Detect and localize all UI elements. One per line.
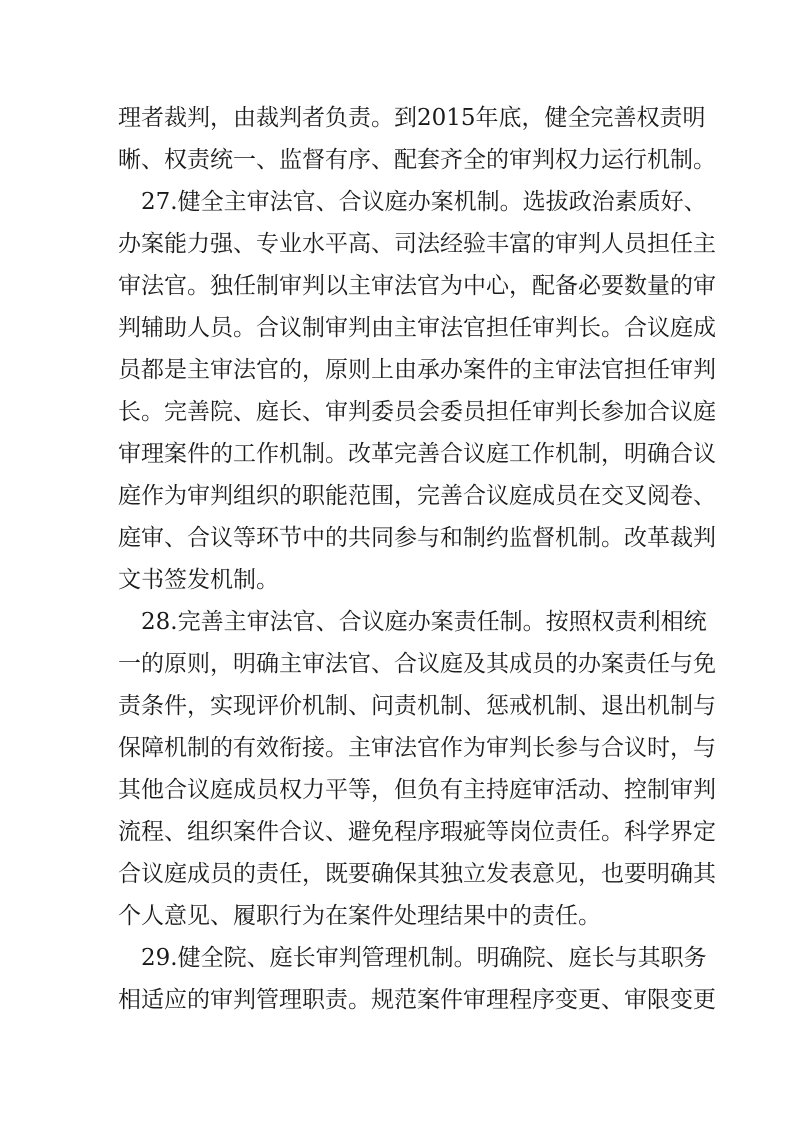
text-line: 审法官。独任制审判以主审法官为中心，配备必要数量的审 (118, 273, 716, 299)
text-line: 一的原则，明确主审法官、合议庭及其成员的办案责任与免 (118, 651, 716, 677)
text-line: 合议庭成员的责任，既要确保其独立发表意见，也要明确其 (118, 861, 716, 887)
text-line: 晰、权责统一、监督有序、配套齐全的审判权力运行机制。 (118, 147, 716, 173)
text-line: 其他合议庭成员权力平等，但负有主持庭审活动、控制审判 (118, 777, 716, 803)
text-line: 相适应的审判管理职责。规范案件审理程序变更、审限变更 (118, 987, 716, 1013)
text-line: 判辅助人员。合议制审判由主审法官担任审判长。合议庭成 (118, 315, 716, 341)
text-line: 办案能力强、专业水平高、司法经验丰富的审判人员担任主 (118, 231, 716, 257)
paragraph-heading-29: 29.健全院、庭长审判管理机制。明确院、庭长与其职务 (141, 945, 707, 971)
text-line: 个人意见、履职行为在案件处理结果中的责任。 (118, 903, 601, 929)
text-line: 庭作为审判组织的职能范围，完善合议庭成员在交叉阅卷、 (118, 483, 716, 509)
text-line: 责条件，实现评价机制、问责机制、惩戒机制、退出机制与 (118, 693, 716, 719)
text-line: 长。完善院、庭长、审判委员会委员担任审判长参加合议庭 (118, 399, 716, 425)
paragraph-heading-27: 27.健全主审法官、合议庭办案机制。选拔政治素质好、 (141, 189, 707, 215)
text-line: 流程、组织案件合议、避免程序瑕疵等岗位责任。科学界定 (118, 819, 716, 845)
text-line: 员都是主审法官的，原则上由承办案件的主审法官担任审判 (118, 357, 716, 383)
text-line: 审理案件的工作机制。改革完善合议庭工作机制，明确合议 (118, 441, 716, 467)
paragraph-heading-28: 28.完善主审法官、合议庭办案责任制。按照权责利相统 (141, 609, 707, 635)
text-line: 保障机制的有效衔接。主审法官作为审判长参与合议时，与 (118, 735, 716, 761)
text-line: 庭审、合议等环节中的共同参与和制约监督机制。改革裁判 (118, 525, 716, 551)
text-line: 理者裁判，由裁判者负责。到2015年底，健全完善权责明 (118, 105, 706, 131)
text-line: 文书签发机制。 (118, 567, 279, 593)
